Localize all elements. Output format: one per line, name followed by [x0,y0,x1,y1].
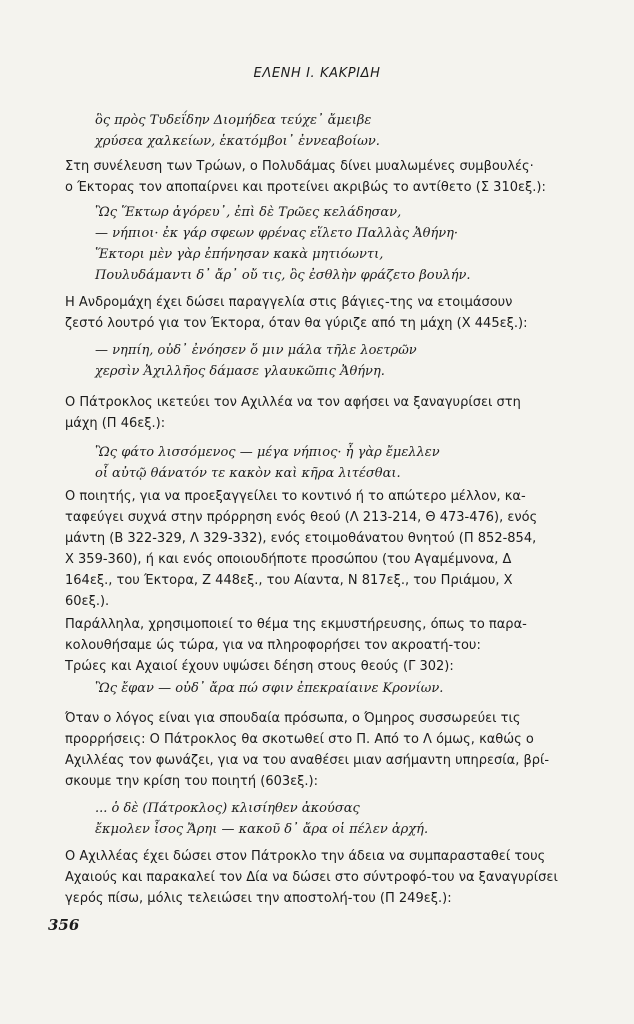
prose-paragraph [65,846,570,909]
prose-line: 164εξ., του Έκτορα, Ζ 448εξ., του Αίαντα, Ν 817εξ., του Πριάμου, Χ [65,573,513,588]
prose-line: προρρήσεις: Ο Πάτροκλος θα σκοτωθεί στο Π. Από το Λ όμως, καθώς ο [65,732,534,747]
prose-line: Ο Πάτροκλος ικετεύει τον Αχιλλέα να τον αφήσει να ξαναγυρίσει στη [65,395,521,410]
verse-line: χερσὶν Ἀχιλλῆος δάμασε γλαυκῶπις Ἀθήνη. [95,364,385,379]
verse-quote [95,442,575,484]
verse-line: χρύσεα χαλκείων, ἑκατόμβοι᾽ ἐννεαβοίων. [95,134,380,149]
prose-line: Τρώες και Αχαιοί έχουν υψώσει δέηση στους θεούς (Γ 302): [65,659,454,674]
prose-line: Στη συνέλευση των Τρώων, ο Πολυδάμας δίνει μυαλωμένες συμβουλές· [65,159,534,174]
verse-line: ... ὁ δὲ (Πάτροκλος) κλισίηθεν ἀκούσας [95,801,360,816]
prose-line: Ο Αχιλλέας έχει δώσει στον Πάτροκλο την άδεια να συμπαρασταθεί τους [65,849,546,864]
prose-line: μάχη (Π 46εξ.): [65,416,166,431]
verse-line: — νηπίη, οὐδ᾽ ἐνόησεν ὅ μιν μάλα τῆλε λοετρῶν [95,343,417,358]
verse-quote [95,202,575,286]
verse-quote [95,678,575,699]
verse-quote [95,340,575,382]
prose-line: Αχιλλέας τον φωνάζει, για να του αναθέσει μιαν ασήμαντη υπηρεσία, βρί- [65,753,550,768]
prose-line: ζεστό λουτρό για τον Έκτορα, όταν θα γύριζε από τη μάχη (Χ 445εξ.): [65,316,528,331]
page-number: 356 [48,916,80,934]
verse-line: Ὣς φάτο λισσόμενος — μέγα νήπιος· ἦ γὰρ ἔμελλεν [95,445,440,460]
prose-paragraph [65,708,570,792]
verse-quote [95,110,575,152]
verse-line: Ὣς ἔφαν — οὐδ᾽ ἄρα πώ σφιν ἐπεκραίαινε Κρονίων. [95,681,444,696]
prose-line: σκουμε την κρίση του ποιητή (603εξ.): [65,774,318,789]
prose-line: Όταν ο λόγος είναι για σπουδαία πρόσωπα, ο Όμηρος συσσωρεύει τις [65,711,521,726]
prose-paragraph [65,392,570,434]
prose-line: γερός πίσω, μόλις τελειώσει την αποστολή-του (Π 249εξ.): [65,891,452,906]
prose-line: μάντη (Β 322-329, Λ 329-332), ενός ετοιμοθάνατου θνητού (Π 852-854, [65,531,537,546]
prose-paragraph [65,614,570,677]
running-header: ΕΛΕΝΗ Ι. ΚΑΚΡΙΔΗ [253,66,381,81]
verse-line: οἷ αὐτῷ θάνατόν τε κακὸν καὶ κῆρα λιτέσθαι. [95,466,401,481]
verse-line: Ὣς Ἕκτωρ ἀγόρευ᾽, ἐπὶ δὲ Τρῶες κελάδησαν, [95,205,402,220]
prose-line: Αχαιούς και παρακαλεί τον Δία να δώσει στο σύντροφό-του να ξαναγυρίσει [65,870,558,885]
prose-paragraph [65,292,570,334]
prose-line: Ο ποιητής, για να προεξαγγείλει το κοντινό ή το απώτερο μέλλον, κα- [65,489,526,504]
prose-line: Χ 359-360), ή και ενός οποιουδήποτε προσώπου (του Αγαμέμνονα, Δ [65,552,512,567]
verse-line: Πουλυδάμαντι δ᾽ ἄρ᾽ οὔ τις, ὃς ἐσθλὴν φράζετο βουλήν. [95,268,471,283]
prose-line: Παράλληλα, χρησιμοποιεί το θέμα της εκμυστήρευσης, όπως το παρα- [65,617,527,632]
prose-line: Η Ανδρομάχη έχει δώσει παραγγελία στις βάγιες-της να ετοιμάσουν [65,295,513,310]
prose-line: ο Έκτορας τον αποπαίρνει και προτείνει ακριβώς το αντίθετο (Σ 310εξ.): [65,180,546,195]
prose-line: 60εξ.). [65,594,110,609]
prose-line: ταφεύγει συχνά στην πρόρρηση ενός θεού (Λ 213-214, Θ 473-476), ενός [65,510,538,525]
prose-paragraph [65,486,570,612]
verse-line: — νήπιοι· ἐκ γάρ σφεων φρένας εἵλετο Παλλὰς Ἀθήνη· [95,226,459,241]
verse-line: ὃς πρὸς Τυδεΐδην Διομήδεα τεύχε᾽ ἄμειβε [95,113,372,128]
verse-line: Ἕκτορι μὲν γὰρ ἐπήνησαν κακὰ μητιόωντι, [95,247,384,262]
verse-line: ἔκμολεν ἶσος Ἄρηι — κακοῦ δ᾽ ἄρα οἱ πέλεν ἀρχή. [95,822,429,837]
verse-quote [95,798,575,840]
prose-line: κολουθήσαμε ώς τώρα, για να πληροφορήσει τον ακροατή-του: [65,638,481,653]
prose-paragraph [65,156,570,198]
